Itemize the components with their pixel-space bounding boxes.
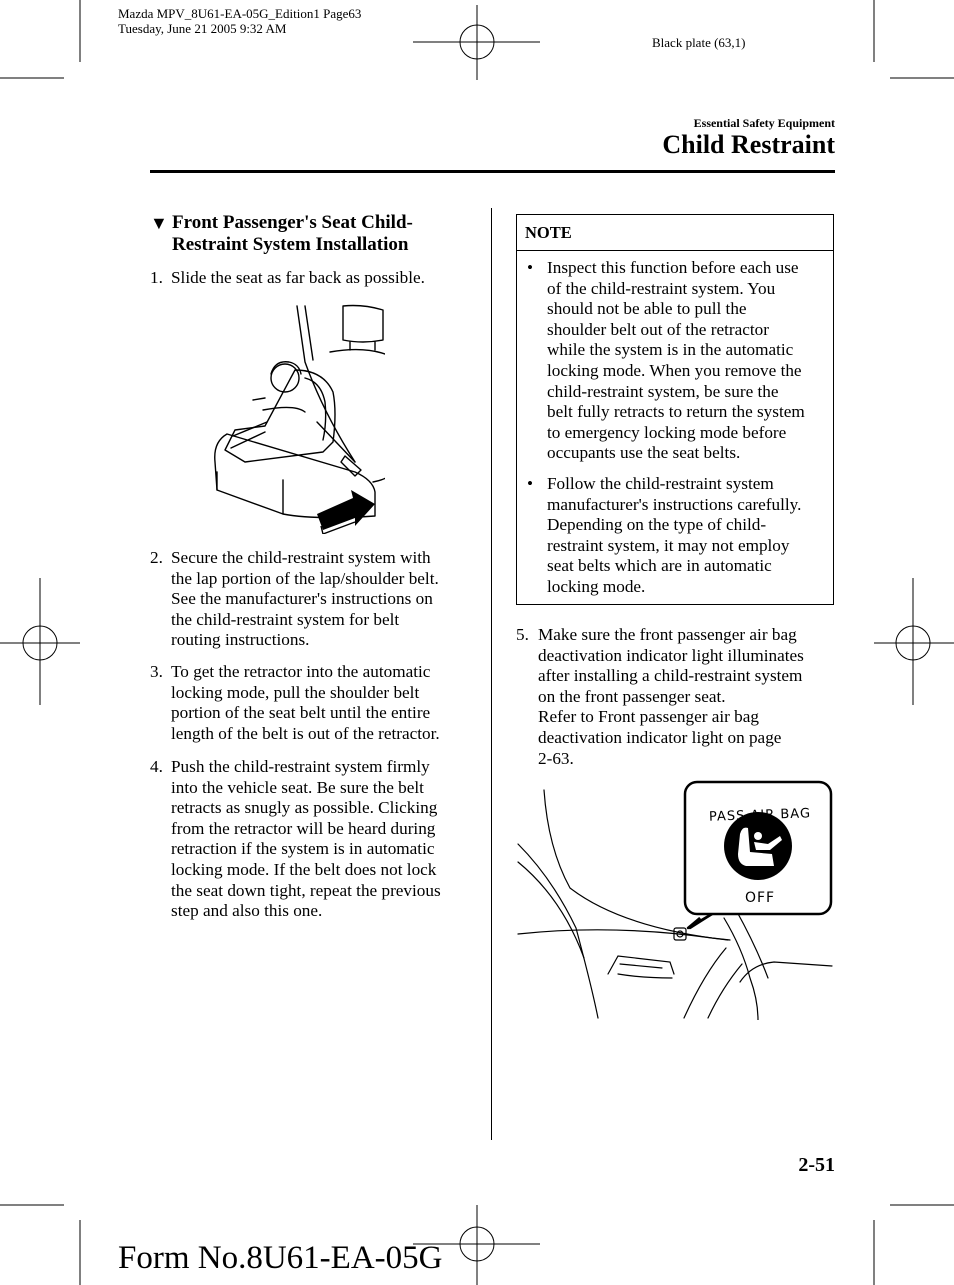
step-line: Refer to Front passenger air bag [538,707,759,727]
note-line: occupants use the seat belts. [547,443,741,463]
note-line: of the child-restraint system. You [547,278,776,298]
step-line: length of the belt is out of the retractor. [171,723,440,743]
step-line: into the vehicle seat. Be sure the belt [171,777,424,797]
step-line: locking mode. If the belt does not lock [171,859,437,879]
column-divider [491,208,492,1140]
step-line: Push the child-restraint system firmly [171,757,430,776]
note-line: Inspect this function before each use [547,258,799,277]
step-line: the seat down tight, repeat the previous [171,880,441,900]
step-line: step and also this one. [171,901,323,921]
step-line: the child-restraint system for belt [171,609,400,629]
note-line: while the system is in the automatic [547,340,794,360]
plate-label: Black plate (63,1) [652,35,746,50]
note-line: seat belts which are in automatic [547,556,772,576]
step-line: To get the retractor into the automatic [171,662,431,681]
step-line: Make sure the front passenger air bag [538,625,797,644]
note-label: NOTE [525,223,572,242]
note-line: child-restraint system, be sure the [547,381,779,401]
step-number: 3. [150,662,163,681]
step-number: 2. [150,548,163,567]
step-number: 4. [150,757,163,776]
bullet-dot-icon: • [527,474,534,493]
note-line: locking mode. When you remove the [547,360,802,380]
step-line: portion of the seat belt until the entire [171,703,431,723]
step-line: the lap portion of the lap/shoulder belt. [171,568,439,588]
page-title: Child Restraint [662,130,835,159]
step-line: See the manufacturer's instructions on [171,589,433,609]
step-number: 5. [516,625,529,644]
child-seat-illustration [205,302,385,534]
step-number: 1. [150,268,163,287]
heading-line-2: Restraint System Installation [172,234,409,255]
note-line: shoulder belt out of the retractor [547,319,769,339]
print-meta-line1: Mazda MPV_8U61-EA-05G_Edition1 Page63 [118,6,362,21]
step-text: Slide the seat as far back as possible. [171,268,425,287]
step-line: routing instructions. [171,630,310,650]
step-line: retraction if the system is in automatic [171,839,435,859]
step-line: deactivation indicator light on page [538,727,782,747]
indicator-top-text: PASS AIR BAG [708,806,812,825]
triangle-marker-icon: ▼ [150,213,168,233]
step-line: deactivation indicator light illuminates [538,645,804,665]
note-line: locking mode. [547,576,646,596]
note-line: manufacturer's instructions carefully. [547,494,802,514]
indicator-bottom-text: OFF [744,890,776,906]
bullet-dot-icon: • [527,258,534,277]
note-line: Follow the child-restraint system [547,474,774,493]
note-header [517,215,833,251]
step-line: on the front passenger seat. [538,686,726,706]
print-meta-line2: Tuesday, June 21 2005 9:32 AM [118,21,287,36]
step-line: after installing a child-restraint system [538,666,803,686]
page-number: 2-51 [798,1154,835,1176]
heading-line-1: Front Passenger's Seat Child- [172,212,413,233]
step-line: from the retractor will be heard during [171,818,436,838]
step-line: locking mode, pull the shoulder belt [171,682,420,702]
header-rule [150,170,835,173]
note-line: Depending on the type of child- [547,515,767,535]
note-line: to emergency locking mode before [547,422,787,442]
step-line: Secure the child-restraint system with [171,548,431,567]
note-box [516,214,834,605]
note-line: should not be able to pull the [547,299,747,319]
section-label: Essential Safety Equipment [693,116,835,130]
form-number: Form No.8U61-EA-05G [118,1240,443,1276]
step-line: 2-63. [538,748,574,768]
note-line: restraint system, it may not employ [547,535,790,555]
note-line: belt fully retracts to return the system [547,402,805,422]
step-line: retracts as snugly as possible. Clicking [171,798,438,818]
